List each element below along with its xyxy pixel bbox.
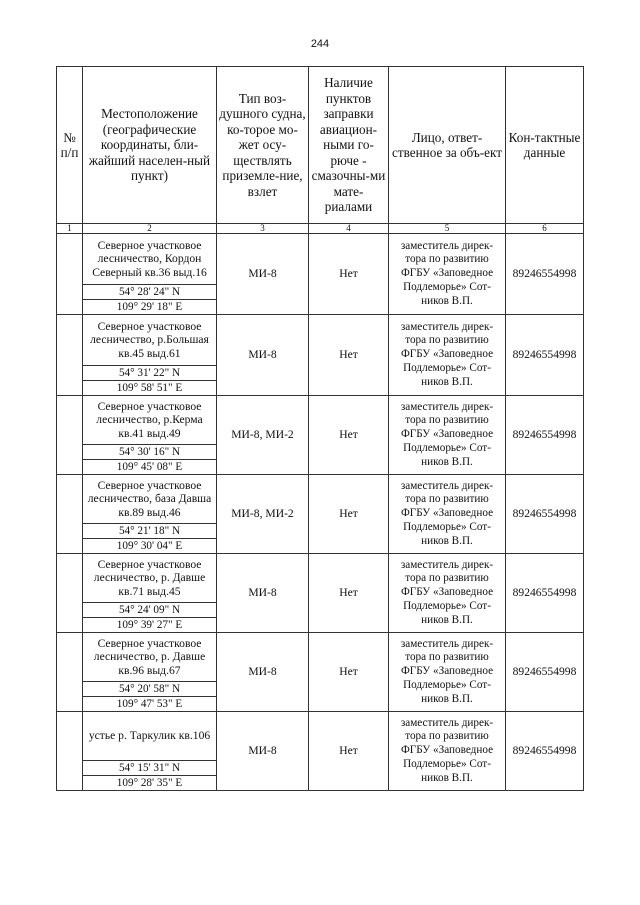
location-cell: Северное участковое лесничество, Кордон Северный кв.36 выд.16 [83, 234, 217, 285]
header-row [57, 67, 584, 224]
location-cell: Северное участковое лесничество, р.Большая кв.45 выд.61 [83, 315, 217, 366]
aircraft-cell: МИ-8 [217, 315, 309, 396]
location-cell: Северное участковое лесничество, р. Давше кв.96 выд.67 [83, 633, 217, 682]
contact-cell: 89246554998 [506, 396, 584, 475]
row-number-cell [57, 712, 83, 791]
fuel-cell: Нет [309, 234, 389, 315]
fuel-cell: Нет [309, 396, 389, 475]
responsible-cell: заместитель дирек-тора по развитию ФГБУ «Заповедное Подлеморье» Сот-ников В.П. [389, 396, 506, 475]
table-row [57, 475, 584, 524]
location-cell: Северное участковое лесничество, р. Давше кв.71 выд.45 [83, 554, 217, 603]
latitude-cell: 54° 30' 16" N [83, 445, 217, 460]
column-number: 6 [506, 224, 584, 234]
header-fuel: Наличие пунктов заправки авиацион-ными го-рюче - смазочны-ми мате-риалами [309, 67, 389, 224]
table-row [57, 712, 584, 761]
column-number: 5 [389, 224, 506, 234]
table-row [57, 234, 584, 285]
longitude-cell: 109° 29' 18" E [83, 300, 217, 315]
row-number-cell [57, 475, 83, 554]
row-number-cell [57, 234, 83, 315]
aircraft-cell: МИ-8 [217, 554, 309, 633]
header-num: № п/п [57, 67, 83, 224]
row-number-cell [57, 554, 83, 633]
contact-cell: 89246554998 [506, 554, 584, 633]
header-contacts: Кон-тактные данные [506, 67, 584, 224]
fuel-cell: Нет [309, 315, 389, 396]
contact-cell: 89246554998 [506, 315, 584, 396]
header-location: Местоположение (географические координаты, бли-жайший населен-ный пункт) [83, 67, 217, 224]
latitude-cell: 54° 20' 58" N [83, 682, 217, 697]
table-row [57, 396, 584, 445]
latitude-cell: 54° 21' 18" N [83, 524, 217, 539]
contact-cell: 89246554998 [506, 234, 584, 315]
longitude-cell: 109° 28' 35" E [83, 776, 217, 791]
table-row [57, 633, 584, 682]
aircraft-cell: МИ-8, МИ-2 [217, 475, 309, 554]
longitude-cell: 109° 39' 27" E [83, 618, 217, 633]
responsible-cell: заместитель дирек-тора по развитию ФГБУ «Заповедное Подлеморье» Сот-ников В.П. [389, 234, 506, 315]
table-row [57, 315, 584, 366]
latitude-cell: 54° 31' 22" N [83, 366, 217, 381]
longitude-cell: 109° 47' 53" E [83, 697, 217, 712]
column-number: 4 [309, 224, 389, 234]
header-responsible: Лицо, ответ-ственное за объ-ект [389, 67, 506, 224]
fuel-cell: Нет [309, 554, 389, 633]
row-number-cell [57, 396, 83, 475]
contact-cell: 89246554998 [506, 475, 584, 554]
longitude-cell: 109° 58' 51" E [83, 381, 217, 396]
location-cell: Северное участковое лесничество, р.Керма кв.41 выд.49 [83, 396, 217, 445]
column-number-row [57, 224, 584, 234]
location-cell: устье р. Таркулик кв.106 [83, 712, 217, 761]
contact-cell: 89246554998 [506, 633, 584, 712]
column-number: 2 [83, 224, 217, 234]
aircraft-cell: МИ-8, МИ-2 [217, 396, 309, 475]
location-cell: Северное участковое лесничество, база Давша кв.89 выд.46 [83, 475, 217, 524]
contact-cell: 89246554998 [506, 712, 584, 791]
row-number-cell [57, 633, 83, 712]
responsible-cell: заместитель дирек-тора по развитию ФГБУ «Заповедное Подлеморье» Сот-ников В.П. [389, 475, 506, 554]
latitude-cell: 54° 24' 09" N [83, 603, 217, 618]
header-aircraft: Тип воз-душного судна, ко-торое мо-жет осу-ществлять приземле-ние, взлет [217, 67, 309, 224]
responsible-cell: заместитель дирек-тора по развитию ФГБУ «Заповедное Подлеморье» Сот-ников В.П. [389, 554, 506, 633]
aircraft-cell: МИ-8 [217, 712, 309, 791]
longitude-cell: 109° 45' 08" E [83, 460, 217, 475]
row-number-cell [57, 315, 83, 396]
table-row [57, 554, 584, 603]
latitude-cell: 54° 15' 31" N [83, 761, 217, 776]
latitude-cell: 54° 28' 24" N [83, 285, 217, 300]
responsible-cell: заместитель дирек-тора по развитию ФГБУ «Заповедное Подлеморье» Сот-ников В.П. [389, 712, 506, 791]
fuel-cell: Нет [309, 712, 389, 791]
aircraft-cell: МИ-8 [217, 234, 309, 315]
airfield-table [56, 66, 584, 791]
aircraft-cell: МИ-8 [217, 633, 309, 712]
fuel-cell: Нет [309, 633, 389, 712]
fuel-cell: Нет [309, 475, 389, 554]
column-number: 3 [217, 224, 309, 234]
page-number: 244 [310, 38, 330, 50]
responsible-cell: заместитель дирек-тора по развитию ФГБУ «Заповедное Подлеморье» Сот-ников В.П. [389, 633, 506, 712]
column-number: 1 [57, 224, 83, 234]
longitude-cell: 109° 30' 04" E [83, 539, 217, 554]
responsible-cell: заместитель дирек-тора по развитию ФГБУ «Заповедное Подлеморье» Сот-ников В.П. [389, 315, 506, 396]
